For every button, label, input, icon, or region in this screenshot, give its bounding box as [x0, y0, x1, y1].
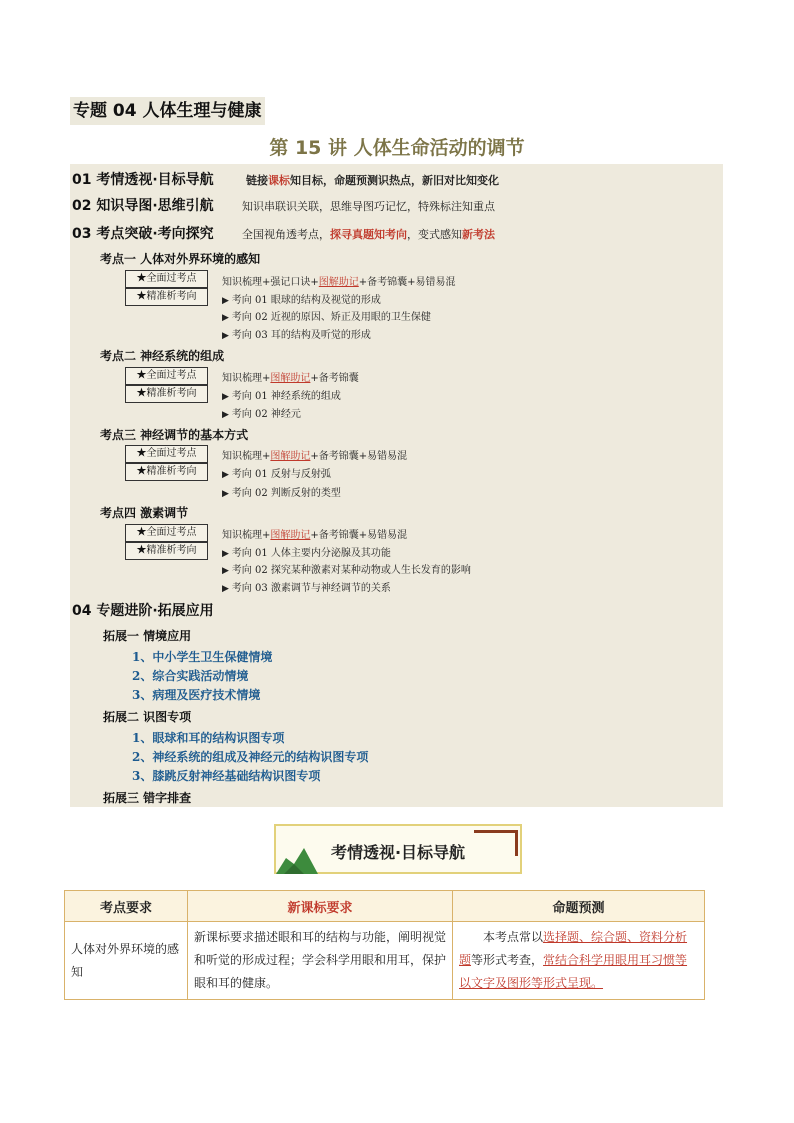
- analysis-box-1: ★精准析考向: [125, 288, 208, 306]
- section-desc-03: 全国视角透考点，探寻真题知考向，变式感知新考法: [242, 228, 495, 241]
- extension-item: 3、病理及医疗技术情境: [132, 688, 261, 702]
- extension-title-3: 拓展三 错字排查: [103, 791, 192, 805]
- extension-item: 3、膝跳反射神经基础结构识图专项: [132, 769, 321, 783]
- triangle-right-icon: ▶: [222, 566, 232, 576]
- section-title-01: 01 考情透视·目标导航: [72, 172, 214, 188]
- column-header: 新课标要求: [188, 891, 453, 922]
- triangle-right-icon: ▶: [222, 331, 232, 341]
- table-of-contents: [70, 164, 723, 807]
- extension-item: 2、神经系统的组成及神经元的结构识图专项: [132, 750, 369, 764]
- direction-item: ▶ 考向 01 人体主要内分泌腺及其功能: [222, 548, 391, 559]
- section-desc-01: 链接课标知目标，命题预测识热点，新旧对比知变化: [246, 174, 499, 187]
- extension-item: 2、综合实践活动情境: [132, 669, 249, 683]
- banner-title: 考情透视·目标导航: [330, 843, 466, 862]
- direction-item: ▶ 考向 02 神经元: [222, 409, 301, 420]
- corner-accent: [474, 830, 518, 833]
- table-cell: 本考点常以选择题、综合题、资料分析题等形式考查，常结合科学用眼用耳习惯等以文字及图形等形式呈现。: [453, 922, 705, 1000]
- direction-item: ▶ 考向 01 神经系统的组成: [222, 391, 341, 402]
- overview-text-2: 知识梳理+图解助记+备考锦囊: [222, 373, 359, 384]
- extension-item: 1、眼球和耳的结构识图专项: [132, 731, 285, 745]
- overview-text-4: 知识梳理+图解助记+备考锦囊+易错易混: [222, 530, 408, 541]
- triangle-right-icon: ▶: [222, 470, 232, 480]
- analysis-box-2: ★精准析考向: [125, 385, 208, 403]
- table-row: [65, 922, 705, 1000]
- overview-text-1: 知识梳理+强记口诀+图解助记+备考锦囊+易错易混: [222, 277, 456, 288]
- triangle-right-icon: ▶: [222, 313, 232, 323]
- table-cell: 人体对外界环境的感知: [65, 922, 188, 1000]
- topic-title: 专题 04 人体生理与健康: [70, 97, 265, 125]
- extension-title-2: 拓展二 识图专项: [103, 710, 192, 724]
- analysis-box-3: ★精准析考向: [125, 463, 208, 481]
- direction-item: ▶ 考向 02 判断反射的类型: [222, 488, 341, 499]
- overview-box-3: ★全面过考点: [125, 445, 208, 463]
- point-title-4: 考点四 激素调节: [100, 506, 189, 520]
- direction-item: ▶ 考向 03 耳的结构及听觉的形成: [222, 330, 371, 341]
- triangle-right-icon: ▶: [222, 410, 232, 420]
- direction-item: ▶ 考向 02 探究某种激素对某种动物或人生长发育的影响: [222, 565, 471, 576]
- table-header-row: [65, 891, 705, 922]
- section-desc-02: 知识串联识关联，思维导图巧记忆，特殊标注知重点: [242, 200, 495, 213]
- point-title-3: 考点三 神经调节的基本方式: [100, 428, 249, 442]
- table-cell: 新课标要求描述眼和耳的结构与功能，阐明视觉和听觉的形成过程；学会科学用眼和用耳，保护眼和耳的健康。: [188, 922, 453, 1000]
- overview-text-3: 知识梳理+图解助记+备考锦囊+易错易混: [222, 451, 408, 462]
- direction-item: ▶ 考向 01 反射与反射弧: [222, 469, 331, 480]
- triangle-right-icon: ▶: [222, 296, 232, 306]
- section-title-04: 04 专题进阶·拓展应用: [72, 603, 214, 619]
- point-title-1: 考点一 人体对外界环境的感知: [100, 252, 261, 266]
- overview-box-4: ★全面过考点: [125, 524, 208, 542]
- direction-item: ▶ 考向 03 激素调节与神经调节的关系: [222, 583, 391, 594]
- column-header: 命题预测: [453, 891, 705, 922]
- extension-item: 1、中小学生卫生保健情境: [132, 650, 273, 664]
- overview-box-1: ★全面过考点: [125, 270, 208, 288]
- lecture-title: 第 15 讲 人体生命活动的调节: [269, 137, 525, 159]
- section-title-02: 02 知识导图·思维引航: [72, 198, 214, 214]
- triangle-right-icon: ▶: [222, 549, 232, 559]
- column-header: 考点要求: [65, 891, 188, 922]
- overview-box-2: ★全面过考点: [125, 367, 208, 385]
- requirements-table: [64, 890, 705, 1000]
- section-title-03: 03 考点突破·考向探究: [72, 226, 214, 242]
- extension-title-1: 拓展一 情境应用: [103, 629, 192, 643]
- triangle-right-icon: ▶: [222, 392, 232, 402]
- section-banner: [274, 824, 522, 874]
- direction-item: ▶ 考向 01 眼球的结构及视觉的形成: [222, 295, 381, 306]
- triangle-right-icon: ▶: [222, 489, 232, 499]
- triangle-right-icon: ▶: [222, 584, 232, 594]
- point-title-2: 考点二 神经系统的组成: [100, 349, 225, 363]
- direction-item: ▶ 考向 02 近视的原因、矫正及用眼的卫生保健: [222, 312, 431, 323]
- analysis-box-4: ★精准析考向: [125, 542, 208, 560]
